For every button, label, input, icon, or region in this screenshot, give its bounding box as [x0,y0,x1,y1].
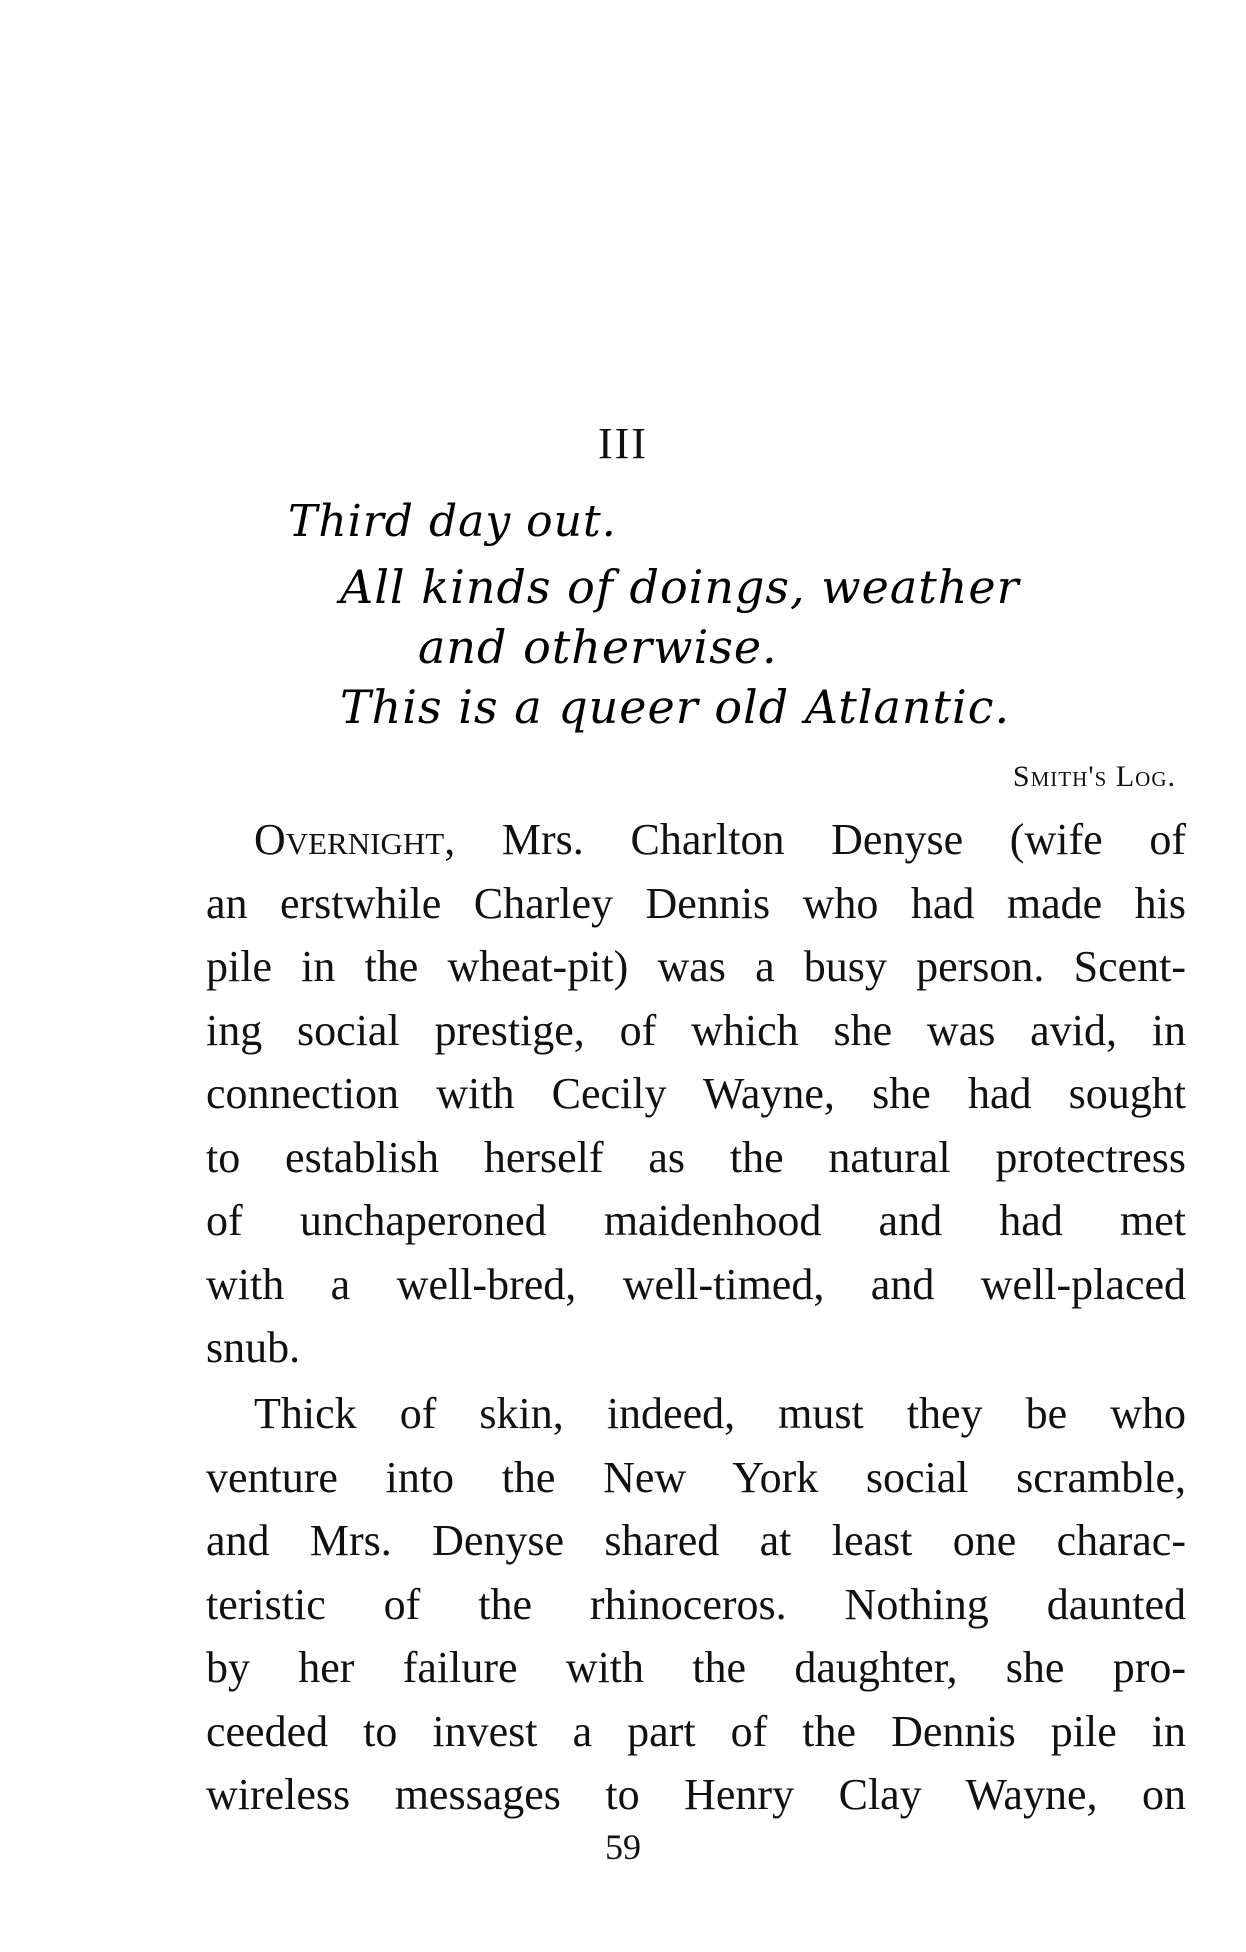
text-line: to establish herself as the natural protectress [206,1132,1186,1182]
chapter-number: III [598,419,648,468]
text-line: connection with Cecily Wayne, she had sought [206,1069,1186,1118]
handwritten-epigraph-line: and otherwise. [418,620,778,674]
text-line: by her failure with the daughter, she pro- [206,1643,1186,1692]
handwritten-epigraph-line: Third day out. [288,496,617,547]
text-line: wireless messages to Henry Clay Wayne, on [206,1770,1186,1819]
paragraph-lead: Overnight, [254,815,456,864]
text-line: snub. [206,1323,301,1372]
text-line: an erstwhile Charley Dennis who had made his [206,878,1186,928]
handwritten-epigraph-line: All kinds of doings, weather [340,560,1020,614]
text-line: venture into the New York social scramble, [206,1452,1186,1502]
text-line: with a well-bred, well-timed, and well-placed [206,1259,1186,1309]
epigraph-source: Smith's Log. [1012,760,1176,793]
paragraph [206,1382,1186,1827]
paragraph [206,808,1186,1380]
handwritten-epigraph-line: This is a queer old Atlantic. [340,680,1011,734]
text-line: ceeded to invest a part of the Dennis pile in [206,1706,1186,1756]
text-line: of unchaperoned maidenhood and had met [206,1196,1186,1245]
text-line: teristic of the rhinoceros. Nothing daunted [206,1579,1186,1629]
text-line: Thick of skin, indeed, must they be who [254,1389,1186,1438]
text-line: pile in the wheat-pit) was a busy person. Scent- [206,942,1186,991]
text-line: Overnight, Mrs. Charlton Denyse (wife of [254,815,1186,864]
text-line: ing social prestige, of which she was avid, in [206,1005,1186,1055]
page-number: 59 [605,1827,641,1867]
text-line: and Mrs. Denyse shared at least one charac- [206,1516,1186,1565]
